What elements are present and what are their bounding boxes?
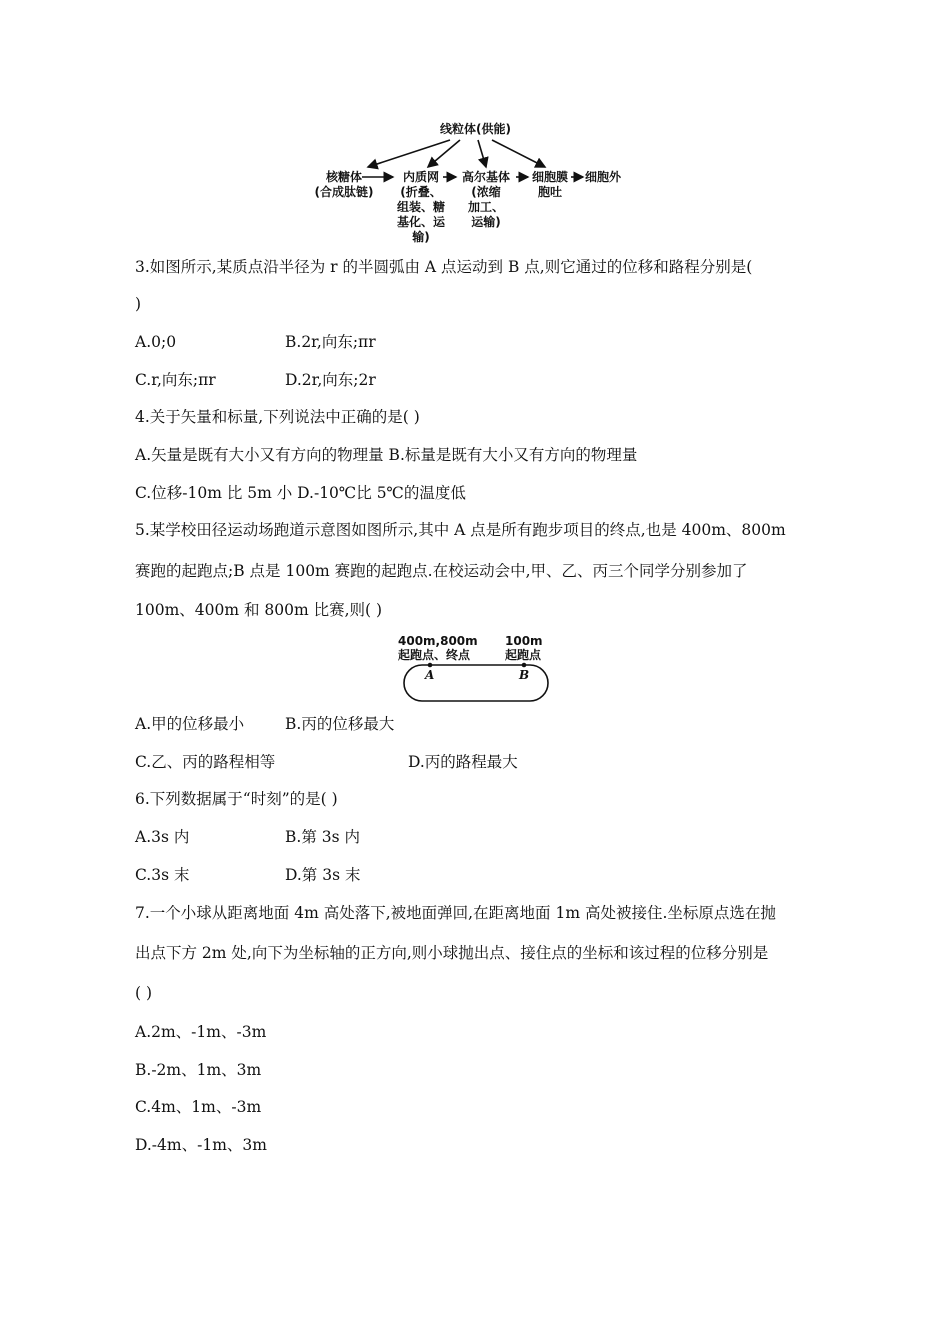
q6-option-a: A.3s 内: [135, 828, 190, 846]
q7-option-d: D.-4m、-1m、3m: [135, 1136, 267, 1154]
q7-stem-line1: 7.一个小球从距离地面 4m 高处落下,被地面弹回,在距离地面 1m 高处被接住.坐标原点选在抛: [135, 904, 776, 922]
point-a-dot: [428, 663, 433, 668]
q5-option-d: D.丙的路程最大: [408, 753, 518, 771]
q5-stem-line3: 100m、400m 和 800m 比赛,则( ): [135, 601, 383, 619]
q7-option-c: C.4m、1m、-3m: [135, 1098, 262, 1116]
q5-option-c: C.乙、丙的路程相等: [135, 753, 276, 771]
q4-options-ab: A.矢量是既有大小又有方向的物理量 B.标量是既有大小又有方向的物理量: [135, 446, 638, 464]
q7-stem-line2: 出点下方 2m 处,向下为坐标轴的正方向,则小球抛出点、接住点的坐标和该过程的位移分别是: [135, 944, 769, 962]
golgi-function-1: (浓缩: [471, 185, 501, 199]
mitochondria-label: 线粒体(供能): [440, 122, 511, 136]
q4-stem: 4.关于矢量和标量,下列说法中正确的是( ): [135, 408, 420, 426]
er-function-4: 输): [412, 230, 430, 244]
q3-stem-line2: ): [135, 295, 142, 313]
er-function-1: (折叠、: [400, 185, 442, 199]
ribosome-function: (合成肽链): [314, 185, 374, 199]
ribosome-name: 核糖体: [325, 170, 362, 184]
point-b-caption-line2: 起跑点: [505, 648, 542, 662]
golgi-function-3: 运输): [471, 215, 501, 229]
point-b-caption-line1: 100m: [505, 634, 543, 648]
q5-option-b: B.丙的位移最大: [285, 715, 395, 733]
er-function-3: 基化、运: [397, 215, 446, 229]
point-a-label: A: [425, 668, 435, 682]
golgi-name: 高尔基体: [461, 170, 510, 184]
er-function-2: 组装、糖: [397, 200, 446, 214]
q7-stem-line3: ( ): [135, 984, 153, 1002]
q5-option-a: A.甲的位移最小: [135, 715, 245, 733]
outside-name: 细胞外: [585, 170, 622, 184]
point-b-dot: [522, 663, 527, 668]
q6-option-c: C.3s 末: [135, 866, 190, 884]
q4-options-cd: C.位移-10m 比 5m 小 D.-10℃比 5℃的温度低: [135, 484, 466, 502]
membrane-function: 胞吐: [537, 185, 562, 199]
er-name: 内质网: [402, 170, 439, 184]
membrane-name: 细胞膜: [531, 170, 568, 184]
q3-option-d: D.2r,向东;2r: [285, 371, 376, 389]
q6-option-d: D.第 3s 末: [285, 866, 361, 884]
golgi-function-2: 加工、: [467, 200, 504, 214]
q7-option-b: B.-2m、1m、3m: [135, 1061, 262, 1079]
q6-stem: 6.下列数据属于“时刻”的是( ): [135, 790, 338, 808]
point-a-caption-line2: 起跑点、终点: [398, 648, 471, 662]
q3-option-b: B.2r,向东;πr: [285, 333, 376, 351]
q7-option-a: A.2m、-1m、-3m: [135, 1023, 267, 1041]
q3-stem-line1: 3.如图所示,某质点沿半径为 r 的半圆弧由 A 点运动到 B 点,则它通过的位移和路程分别是(: [135, 258, 753, 276]
q3-option-c: C.r,向东;πr: [135, 371, 216, 389]
point-b-label: B: [519, 668, 530, 682]
q3-option-a: A.0;0: [135, 333, 177, 351]
point-a-caption-line1: 400m,800m: [398, 634, 478, 648]
q5-stem-line2: 赛跑的起跑点;B 点是 100m 赛跑的起跑点.在校运动会中,甲、乙、丙三个同学分别参加了: [135, 562, 748, 580]
q5-stem-line1: 5.某学校田径运动场跑道示意图如图所示,其中 A 点是所有跑步项目的终点,也是 400m、800m: [135, 521, 786, 539]
q6-option-b: B.第 3s 内: [285, 828, 360, 846]
